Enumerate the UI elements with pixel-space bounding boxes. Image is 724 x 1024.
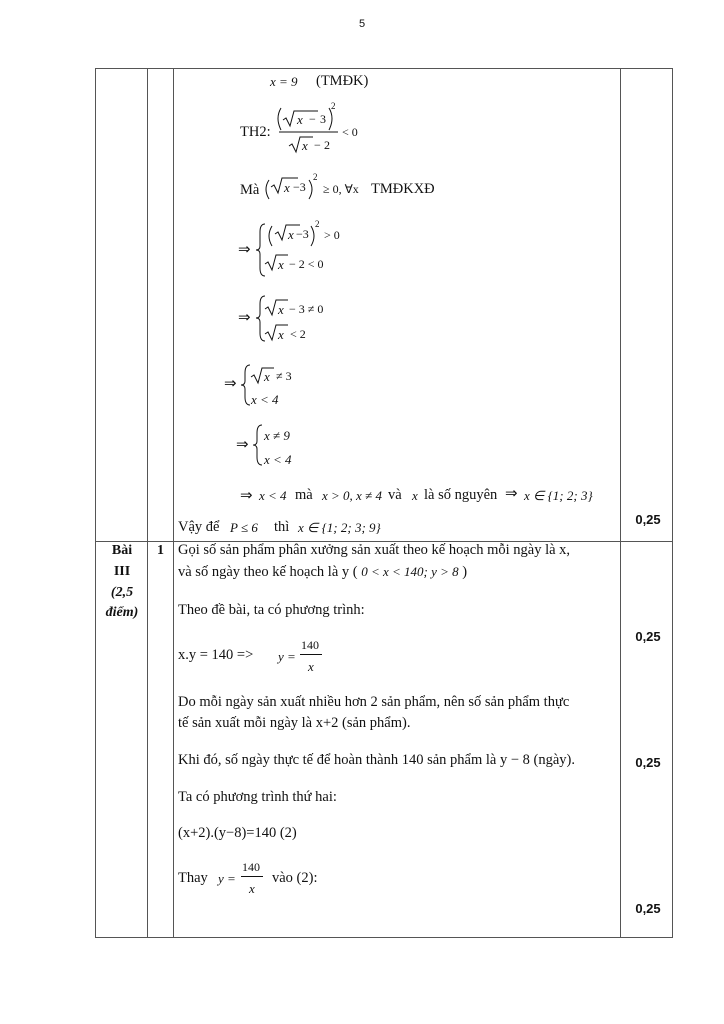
substitute-into-2: vào (2): bbox=[272, 870, 318, 886]
vay-de: Vậy để bbox=[178, 519, 220, 535]
radical-sign bbox=[251, 368, 274, 383]
section-roman: III bbox=[113, 564, 131, 579]
conclusion-set: x ∈ {1; 2; 3} bbox=[524, 488, 593, 503]
final-set: x ∈ {1; 2; 3; 9} bbox=[298, 520, 381, 535]
problem-line-1: Gọi số sản phẩm phân xưởng sản xuất theo kế hoạch mỗi ngày là x, bbox=[178, 542, 571, 558]
radical-sign bbox=[289, 137, 313, 152]
tmdkxd-label: TMĐKXĐ bbox=[371, 181, 435, 197]
explanation-line-2: tế sản xuất mỗi ngày là x+2 (sản phẩm). bbox=[178, 715, 411, 731]
radical-sign bbox=[265, 300, 288, 315]
paren bbox=[309, 180, 312, 199]
conclusion-la-so-nguyen: là số nguyên bbox=[424, 487, 498, 503]
x-ne-9: x ≠ 9 bbox=[264, 428, 290, 443]
x-equals-9: x = 9 bbox=[270, 74, 298, 89]
radical-sign bbox=[265, 255, 288, 270]
actual-days-line: Khi đó, số ngày thực tế để hoàn thành 140 sản phẩm là y − 8 (ngày). bbox=[178, 752, 575, 768]
section-label: Bài bbox=[111, 543, 133, 558]
three: 3 bbox=[320, 112, 326, 126]
vay-thi: thì bbox=[274, 519, 290, 535]
sqrt-lt-2: < 2 bbox=[290, 327, 306, 341]
paren bbox=[269, 226, 272, 246]
brace bbox=[253, 425, 262, 465]
score-4: 0,25 bbox=[635, 901, 661, 916]
conclusion-condition: x > 0, x ≠ 4 bbox=[322, 488, 382, 503]
implies-arrow: ⇒ bbox=[224, 376, 237, 392]
implies-arrow: ⇒ bbox=[238, 242, 251, 258]
square-exp: 2 bbox=[315, 219, 320, 229]
conclusion-x: x bbox=[412, 488, 418, 503]
conclusion-ma: mà bbox=[295, 487, 313, 503]
x-lt-4: x < 4 bbox=[251, 392, 279, 407]
sqrt-x: x bbox=[264, 369, 270, 384]
score-2: 0,25 bbox=[635, 629, 661, 644]
conclusion-x-lt-4: x < 4 bbox=[259, 488, 287, 503]
equation-intro: Theo đề bài, ta có phương trình: bbox=[178, 602, 365, 618]
sqrt-minus-2-lt-0: − 2 < 0 bbox=[289, 257, 324, 271]
implies-arrow: ⇒ bbox=[505, 486, 518, 502]
ge-zero-for-all: ≥ 0, ∀x bbox=[323, 182, 359, 196]
page-number: 5 bbox=[358, 18, 366, 30]
minus-three: −3 bbox=[296, 227, 309, 241]
score-1: 0,25 bbox=[635, 512, 661, 527]
second-equation: (x+2).(y−8)=140 (2) bbox=[178, 825, 297, 841]
ma-label: Mà bbox=[240, 182, 260, 198]
implies-arrow: ⇒ bbox=[238, 310, 251, 326]
sqrt-x: x bbox=[278, 302, 284, 317]
paren bbox=[266, 180, 269, 199]
implies-arrow: ⇒ bbox=[236, 437, 249, 453]
brace bbox=[241, 365, 250, 405]
problem-line-2-close: ) bbox=[462, 564, 468, 580]
problem-line-2-text: và số ngày theo kế hoạch là y ( bbox=[178, 564, 358, 580]
two: 2 bbox=[324, 138, 330, 152]
problem-condition: 0 < x < 140; y > 8 bbox=[361, 564, 459, 579]
lt-zero: < 0 bbox=[342, 125, 358, 139]
section-points: (2,5 bbox=[110, 585, 134, 600]
brace bbox=[256, 224, 265, 276]
frac-denominator: x bbox=[249, 881, 255, 896]
condition-p-le-6: P ≤ 6 bbox=[230, 520, 258, 535]
sqrt-x: x bbox=[297, 112, 303, 127]
x-lt-4: x < 4 bbox=[264, 452, 292, 467]
question-number: 1 bbox=[157, 543, 164, 558]
score-3: 0,25 bbox=[635, 755, 661, 770]
equation-xy: x.y = 140 => bbox=[178, 647, 254, 663]
minus-three: −3 bbox=[293, 180, 306, 194]
fraction-bar bbox=[241, 876, 263, 877]
sqrt-x: x bbox=[284, 180, 290, 195]
conclusion-va: và bbox=[388, 487, 402, 503]
frac-numerator: 140 bbox=[301, 638, 319, 652]
problem-line-2 bbox=[178, 565, 467, 580]
sqrt-x-den: x bbox=[302, 138, 308, 153]
substitute-label: Thay bbox=[178, 870, 208, 886]
square-exp: 2 bbox=[331, 101, 336, 111]
y-equals: y = bbox=[278, 649, 296, 664]
paren bbox=[311, 226, 314, 246]
frac-denominator: x bbox=[308, 659, 314, 674]
minus-two: − bbox=[314, 138, 321, 152]
th2-label: TH2: bbox=[240, 124, 271, 140]
second-equation-intro: Ta có phương trình thứ hai: bbox=[178, 789, 337, 805]
implies-arrow: ⇒ bbox=[240, 488, 253, 504]
brace bbox=[256, 296, 265, 341]
paren bbox=[278, 108, 281, 130]
fraction-bar bbox=[300, 654, 322, 655]
explanation-line-1: Do mỗi ngày sản xuất nhiều hơn 2 sản phẩm, nên số sản phẩm thực bbox=[178, 694, 570, 710]
sqrt-minus-3-ne-0: − 3 ≠ 0 bbox=[289, 302, 324, 316]
radical-sign bbox=[265, 325, 288, 340]
tmdk-label: (TMĐK) bbox=[316, 73, 369, 89]
sqrt-x: x bbox=[288, 227, 294, 242]
sqrt-ne-3: ≠ 3 bbox=[276, 369, 292, 383]
gt-zero: > 0 bbox=[324, 228, 340, 242]
square-exp: 2 bbox=[313, 172, 318, 182]
y-equals: y = bbox=[218, 871, 236, 886]
paren bbox=[329, 108, 332, 130]
frac-numerator: 140 bbox=[242, 860, 260, 874]
sqrt-x: x bbox=[278, 257, 284, 272]
section-points-unit: điểm) bbox=[105, 605, 139, 620]
sqrt-x: x bbox=[278, 327, 284, 342]
minus-three: − bbox=[309, 112, 316, 126]
